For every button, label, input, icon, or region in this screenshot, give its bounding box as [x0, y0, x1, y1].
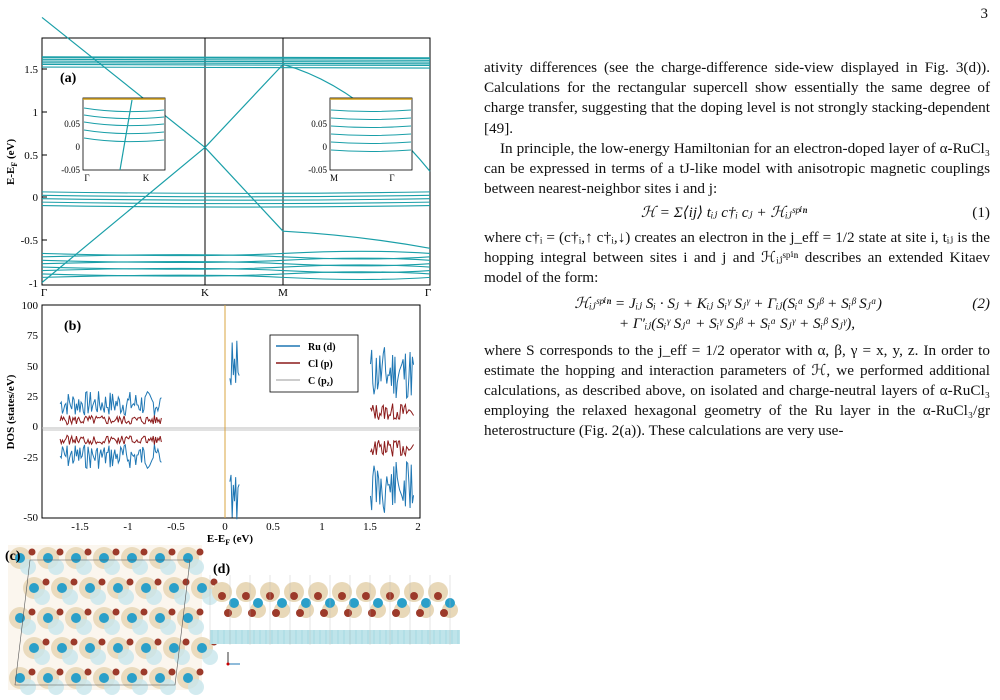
equation-2-line-2: + Γ′ᵢⱼ(Sᵢᵞ Sⱼᵅ + Sᵢᵞ Sⱼᵝ + Sᵢᵅ Sⱼᵞ + Sᵢᵝ Sⱼᵞ), — [618, 315, 856, 333]
cl-atom — [141, 669, 148, 676]
panel-d — [210, 562, 460, 666]
cl-atom — [440, 609, 448, 617]
cl-atom — [197, 609, 204, 616]
cl-atom — [29, 549, 36, 556]
dos-ru-line — [371, 347, 414, 398]
panel-c — [5, 545, 218, 695]
cl-atom — [85, 669, 92, 676]
dos-curves — [42, 305, 420, 519]
b-xtick: -1 — [123, 521, 133, 533]
band-line — [42, 275, 430, 279]
cl-atom — [197, 549, 204, 556]
inset-right — [308, 98, 412, 183]
inset-left-ytick: 0 — [75, 142, 80, 152]
cl-atom — [71, 579, 78, 586]
band-line — [205, 64, 283, 147]
dos-legend — [270, 335, 358, 392]
b-xtick: -0.5 — [167, 521, 185, 533]
cl-atom — [183, 579, 190, 586]
panel-a-label: (a) — [60, 71, 77, 86]
dos-cl-line — [371, 440, 414, 456]
ru-atom — [71, 613, 81, 623]
b-xtick: 1 — [319, 521, 325, 533]
cl-atom — [141, 549, 148, 556]
cl-atom — [43, 639, 50, 646]
ru-atom — [127, 673, 137, 683]
cl-atom — [368, 609, 376, 617]
ru-atom — [43, 673, 53, 683]
cl-atom — [416, 609, 424, 617]
cl-atom — [392, 609, 400, 617]
cl-atom — [57, 549, 64, 556]
cl-atom — [113, 549, 120, 556]
cl-atom — [57, 669, 64, 676]
panel-b-label: (b) — [64, 319, 82, 334]
cl-atom — [169, 549, 176, 556]
ru-atom — [99, 553, 109, 563]
ru-atom — [197, 583, 207, 593]
ru-atom — [85, 583, 95, 593]
a-ylabel — [5, 139, 19, 185]
cl-atom — [410, 592, 418, 600]
band-line — [42, 64, 430, 65]
cl-atom — [197, 669, 204, 676]
equation-2 — [484, 294, 990, 334]
a-ylabel-unit: (eV) — [5, 138, 17, 162]
cl-atom — [127, 639, 134, 646]
cl-atom — [272, 609, 280, 617]
page-number: 3 — [980, 6, 988, 22]
a-xtick: K — [201, 287, 209, 299]
inset-left-ytick: 0.05 — [64, 119, 80, 129]
cl-atom — [99, 639, 106, 646]
a-ytick: 0.5 — [24, 150, 38, 162]
cl-atom — [338, 592, 346, 600]
equation-1-body: ℋ = Σ⟨ij⟩ tᵢⱼ c†ᵢ cⱼ + ℋᵢⱼˢᵖⁱⁿ — [640, 204, 808, 222]
inset-left — [61, 98, 165, 183]
b-ytick: 100 — [21, 300, 38, 312]
legend-cl: Cl (p) — [308, 359, 333, 370]
b-xtick: 2 — [415, 521, 421, 533]
a-xtick: Γ — [40, 287, 48, 299]
cl-atom — [224, 609, 232, 617]
equation-2-number: (2) — [972, 295, 990, 313]
band-line — [42, 195, 430, 197]
cl-atom — [85, 549, 92, 556]
panel-d-label: (d) — [213, 562, 231, 577]
cl-atom — [155, 639, 162, 646]
ru-atom — [141, 583, 151, 593]
dos-cl-line — [60, 415, 161, 424]
inset-right-xtick: Γ — [389, 173, 395, 183]
ru-atom — [113, 583, 123, 593]
cl-atom — [242, 592, 250, 600]
b-xlabel — [207, 533, 253, 547]
ru-atom — [155, 553, 165, 563]
ru-atom — [229, 598, 239, 608]
ru-atom — [99, 613, 109, 623]
ru-atom — [57, 583, 67, 593]
cl-atom — [183, 639, 190, 646]
a-ytick: 1.5 — [24, 64, 38, 76]
a-ytick: 1 — [32, 107, 38, 119]
crystal-side-view — [210, 575, 460, 645]
b-xlabel-unit: (eV) — [230, 533, 254, 545]
b-xlabel-main: E-E — [206, 533, 226, 545]
ru-atom — [277, 598, 287, 608]
legend-c: C $(p_z)$ — [308, 376, 334, 388]
inset-left-xtick: K — [142, 173, 150, 183]
ru-atom — [127, 553, 137, 563]
ru-atom — [57, 643, 67, 653]
b-ylabel: DOS (states/eV) — [5, 374, 17, 450]
band-line — [42, 192, 430, 194]
a-ytick: -0.5 — [20, 235, 38, 247]
ru-atom — [397, 598, 407, 608]
dos-ru-line — [60, 444, 161, 468]
paragraph: where S corresponds to the j_eff = 1/2 operator with α, β, γ = x, y, z. In order to estimate the hopping and interaction parameters of ℋ, we performed additional calculations, as described above, on isolated and charge-neutral layers of α-RuCl₃ employing the relaxed hexagonal geometry of the Ru layer in the α-RuCl₃/gr heterostructure (Fig. 2(a)). These calculations are very use- — [484, 341, 990, 440]
ru-atom — [113, 643, 123, 653]
ru-atom — [71, 673, 81, 683]
equation-2-line-1: ℋᵢⱼˢᵖⁱⁿ = Jᵢⱼ Sᵢ · Sⱼ + Kᵢⱼ Sᵢᵞ Sⱼᵞ + Γᵢⱼ(Sᵢᵅ Sⱼᵝ + Sᵢᵝ Sⱼᵅ) — [574, 295, 882, 313]
ru-atom — [183, 673, 193, 683]
inset-left-xtick: Γ — [84, 173, 90, 183]
inset-left-ytick: -0.05 — [61, 165, 80, 175]
paragraph: ativity differences (see the charge-difference side-view displayed in Fig. 3(d)). Calculations for the rectangular supercell show essentially the same degree of charge transfer, suggesting that the doping level is not strongly stacking-dependent [49]. — [484, 59, 990, 137]
equation-1-number: (1) — [972, 204, 990, 222]
band-line — [42, 61, 430, 62]
b-xtick: 0.5 — [266, 521, 280, 533]
cl-atom — [127, 579, 134, 586]
cl-atom — [29, 609, 36, 616]
legend-ru: Ru (d) — [308, 342, 336, 353]
b-ytick: 50 — [27, 361, 38, 373]
cl-atom — [169, 609, 176, 616]
paragraph: where c†ᵢ = (c†ᵢ,↑ c†ᵢ,↓) creates an electron in the j_eff = 1/2 state at site i, tᵢⱼ is the hopping integral between sites i and j and ℋᵢⱼˢᵖⁱⁿ describes an extended Kitaev model of the form: — [484, 228, 990, 287]
b-ytick: -25 — [23, 452, 38, 464]
cl-atom — [99, 579, 106, 586]
cl-atom — [248, 609, 256, 617]
text-column — [484, 58, 990, 442]
cl-atom — [155, 579, 162, 586]
dos-cl-line — [60, 435, 161, 444]
a-xtick: M — [278, 287, 288, 299]
a-ytick: -1 — [28, 278, 38, 290]
ru-atom — [373, 598, 383, 608]
a-ytick: 0 — [32, 192, 38, 204]
inset-right-xtick: M — [329, 173, 339, 183]
ru-atom — [71, 553, 81, 563]
ru-atom — [183, 613, 193, 623]
b-ytick: 25 — [27, 391, 38, 403]
dos-ru-line — [371, 462, 414, 513]
cl-atom — [43, 579, 50, 586]
ru-atom — [85, 643, 95, 653]
cl-atom — [320, 609, 328, 617]
band-line — [42, 199, 430, 201]
band-line — [205, 147, 283, 231]
equation-1 — [484, 203, 990, 223]
ru-atom — [169, 583, 179, 593]
ru-atom — [253, 598, 263, 608]
b-xtick: 1.5 — [363, 521, 377, 533]
inset-right-ytick: -0.05 — [308, 165, 327, 175]
cl-atom — [362, 592, 370, 600]
a-xtick: Γ — [424, 287, 432, 299]
dos-ru-line — [230, 341, 239, 385]
dos-ru-line — [230, 475, 239, 519]
dos-cl-line — [371, 404, 414, 420]
b-ytick: 75 — [27, 330, 38, 342]
ru-atom — [349, 598, 359, 608]
cl-atom — [141, 609, 148, 616]
b-ytick: 0 — [32, 421, 38, 433]
ru-atom — [43, 613, 53, 623]
panel-c-label: (c) — [5, 549, 21, 564]
ru-atom — [29, 583, 39, 593]
ru-atom — [155, 613, 165, 623]
panel-b — [5, 300, 421, 547]
band-line — [42, 202, 430, 204]
paragraph: In principle, the low-energy Hamiltonian for an electron-doped layer of α-RuCl₃ can be expressed in terms of a tJ-like model with anisotropic magnetic couplings between nearest-neighbor sites i and j: — [484, 139, 990, 198]
a-ylabel-sub: F — [10, 161, 19, 167]
cl-atom — [296, 609, 304, 617]
band-line — [42, 206, 430, 208]
a-ylabel-main: E-E — [5, 166, 17, 185]
inset-right-ytick: 0 — [322, 142, 327, 152]
b-xtick: 0 — [222, 521, 228, 533]
cl-atom — [57, 609, 64, 616]
cl-atom — [71, 639, 78, 646]
ru-atom — [155, 673, 165, 683]
cl-atom — [113, 669, 120, 676]
ru-atom — [127, 613, 137, 623]
cl-atom — [113, 609, 120, 616]
cl-atom — [434, 592, 442, 600]
ru-atom — [43, 553, 53, 563]
panel-a — [5, 17, 431, 299]
cl-atom — [290, 592, 298, 600]
axes-icon — [227, 652, 241, 666]
ru-atom — [169, 643, 179, 653]
band-line — [283, 231, 430, 248]
graphene-layer — [210, 630, 460, 644]
dos-ru-line — [60, 391, 161, 415]
figure-3 — [0, 0, 470, 700]
ru-atom — [99, 673, 109, 683]
band-line — [42, 67, 430, 68]
ru-atom — [29, 643, 39, 653]
b-ytick: -50 — [23, 512, 38, 524]
inset-right-ytick: 0.05 — [311, 119, 327, 129]
cl-atom — [85, 609, 92, 616]
cl-atom — [218, 592, 226, 600]
cl-atom — [344, 609, 352, 617]
ru-atom — [197, 643, 207, 653]
ru-atom — [301, 598, 311, 608]
band-line — [42, 59, 430, 60]
b-xlabel-sub: F — [225, 538, 231, 547]
ru-atom — [421, 598, 431, 608]
cl-atom — [314, 592, 322, 600]
b-xtick: -1.5 — [71, 521, 89, 533]
ru-atom — [183, 553, 193, 563]
ru-atom — [141, 643, 151, 653]
cl-atom — [169, 669, 176, 676]
cl-atom — [29, 669, 36, 676]
